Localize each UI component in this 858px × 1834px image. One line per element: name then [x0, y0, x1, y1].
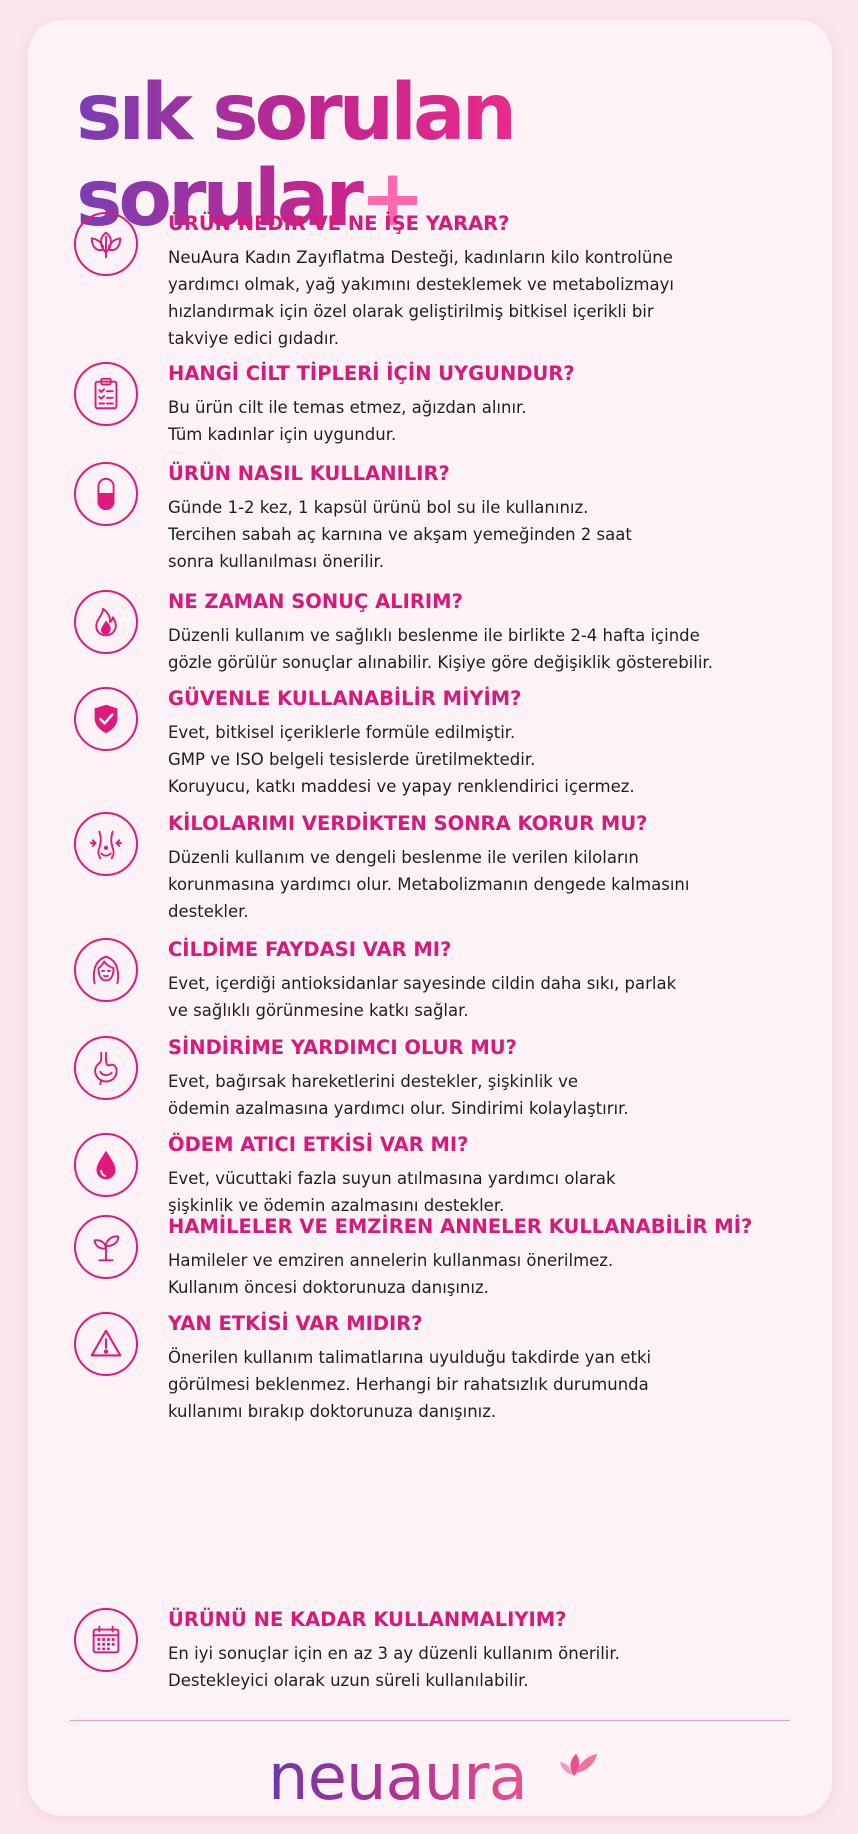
- faq-answer: Evet, vücuttaki fazla suyun atılmasına yardımcı olarak şişkinlik ve ödemin azalmasını destekler.: [168, 1169, 616, 1215]
- clipboard-checklist-icon: [74, 362, 138, 426]
- faq-question: KİLOLARIMI VERDİKTEN SONRA KORUR MU?: [168, 812, 648, 835]
- faq-question: GÜVENLE KULLANABİLİR MİYİM?: [168, 687, 522, 710]
- faq-card: [28, 20, 832, 1816]
- shield-check-icon: [74, 687, 138, 751]
- leaves-logo-icon: [557, 1742, 599, 1778]
- calendar-icon: [74, 1608, 138, 1672]
- faq-answer: Bu ürün cilt ile temas etmez, ağızdan alınır. Tüm kadınlar için uygundur.: [168, 398, 527, 444]
- title-line-2-text: sorular: [76, 154, 360, 244]
- faq-answer: Evet, bitkisel içeriklerle formüle edilmiştir. GMP ve ISO belgeli tesislerde üretilmektedir. Koruyucu, katkı maddesi ve yapay renklendirici içermez.: [168, 723, 635, 796]
- faq-question: HAMİLELER VE EMZİREN ANNELER KULLANABİLİR Mİ?: [168, 1215, 753, 1238]
- faq-question: SİNDİRİME YARDIMCI OLUR MU?: [168, 1036, 517, 1059]
- woman-face-icon: [74, 938, 138, 1002]
- brand-logo: [268, 1736, 628, 1826]
- faq-answer: Önerilen kullanım talimatlarına uyulduğu takdirde yan etki görülmesi beklenmez. Herhangi bir rahatsızlık durumunda kullanımı bırakıp doktorunuza danışınız.: [168, 1348, 652, 1421]
- footer-divider: [70, 1720, 790, 1721]
- faq-answer: Evet, içerdiği antioksidanlar sayesinde cildin daha sıkı, parlak ve sağlıklı görünmesine katkı sağlar.: [168, 974, 677, 1020]
- brand-name: neuaura: [268, 1738, 527, 1818]
- warning-triangle-icon: [74, 1312, 138, 1376]
- faq-answer: NeuAura Kadın Zayıflatma Desteği, kadınların kilo kontrolüne yardımcı olmak, yağ yakımını desteklemek ve metabolizmayı hızlandırmak için özel olarak geliştirilmiş bitkisel içerikli bir takviye edici gıdadır.: [168, 248, 674, 348]
- faq-question: ÜRÜN NEDİR VE NE İŞE YARAR?: [168, 212, 510, 235]
- flame-icon: [74, 590, 138, 654]
- faq-answer: Düzenli kullanım ve sağlıklı beslenme ile birlikte 2-4 hafta içinde gözle görülür sonuçlar alınabilir. Kişiye göre değişiklik gösterebilir.: [168, 626, 713, 672]
- faq-answer: Hamileler ve emziren annelerin kullanması önerilmez. Kullanım öncesi doktorunuza danışınız.: [168, 1251, 614, 1297]
- faq-answer: En iyi sonuçlar için en az 3 ay düzenli kullanım önerilir. Destekleyici olarak uzun süreli kullanılabilir.: [168, 1644, 620, 1690]
- leaves-icon: [74, 212, 138, 276]
- waist-icon: [74, 812, 138, 876]
- plus-icon: +: [359, 154, 426, 244]
- faq-question: HANGİ CİLT TİPLERİ İÇİN UYGUNDUR?: [168, 362, 575, 385]
- faq-question: NE ZAMAN SONUÇ ALIRIM?: [168, 590, 463, 613]
- sprout-icon: [74, 1215, 138, 1279]
- faq-question: YAN ETKİSİ VAR MIDIR?: [168, 1312, 423, 1335]
- water-drop-icon: [74, 1133, 138, 1197]
- faq-answer: Evet, bağırsak hareketlerini destekler, şişkinlik ve ödemin azalmasına yardımcı olur. Sindirimi kolaylaştırır.: [168, 1072, 629, 1118]
- faq-question: CİLDİME FAYDASI VAR MI?: [168, 938, 452, 961]
- faq-answer: Günde 1-2 kez, 1 kapsül ürünü bol su ile kullanınız. Tercihen sabah aç karnına ve akşam yemeğinden 2 saat sonra kullanılması önerilir.: [168, 498, 632, 571]
- title-line-1: sık sorulan: [76, 68, 514, 158]
- faq-question: ÜRÜNÜ NE KADAR KULLANMALIYIM?: [168, 1608, 567, 1631]
- stomach-icon: [74, 1036, 138, 1100]
- capsule-icon: [74, 462, 138, 526]
- faq-question: ÜRÜN NASIL KULLANILIR?: [168, 462, 450, 485]
- faq-answer: Düzenli kullanım ve dengeli beslenme ile verilen kiloların korunmasına yardımcı olur. Metabolizmanın dengede kalmasını destekler.: [168, 848, 690, 921]
- faq-question: ÖDEM ATICI ETKİSİ VAR MI?: [168, 1133, 469, 1156]
